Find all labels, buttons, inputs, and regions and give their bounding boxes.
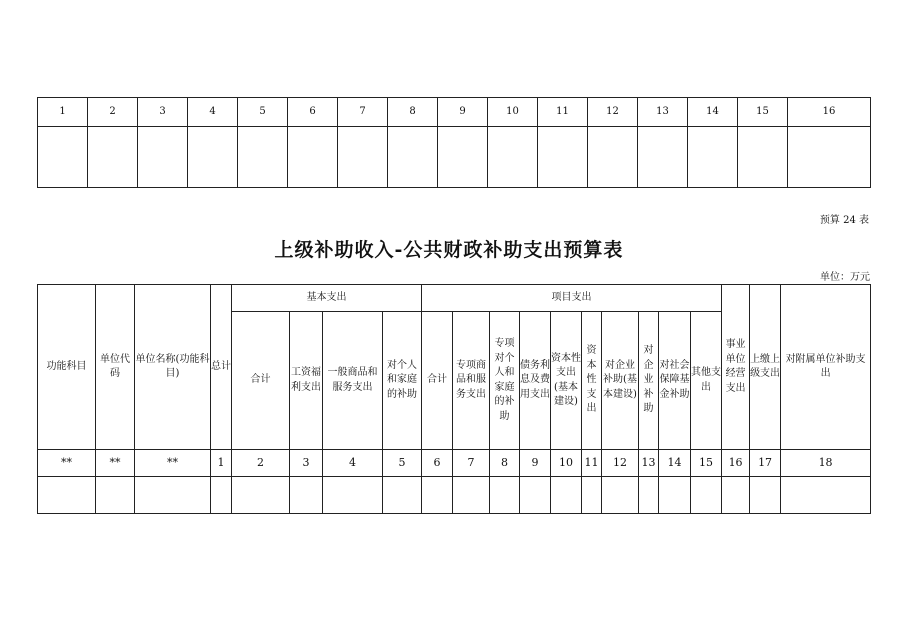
col-number: 10: [488, 98, 538, 127]
col-number: 15: [738, 98, 788, 127]
code-cell: 9: [520, 450, 551, 477]
col-number: 16: [788, 98, 871, 127]
table-cell[interactable]: [588, 127, 638, 188]
code-cell: 13: [639, 450, 659, 477]
table-cell[interactable]: [722, 477, 750, 514]
table-row: [38, 450, 871, 477]
table-cell[interactable]: [38, 127, 88, 188]
table-row: [38, 127, 871, 188]
table-cell[interactable]: [551, 477, 582, 514]
code-cell: 4: [323, 450, 383, 477]
col-number: 13: [638, 98, 688, 127]
table-cell[interactable]: [738, 127, 788, 188]
table-cell[interactable]: [781, 477, 871, 514]
group-project-expenditure: 项目支出: [422, 285, 722, 312]
code-cell: 11: [582, 450, 602, 477]
table-cell[interactable]: [750, 477, 781, 514]
table-cell[interactable]: [88, 127, 138, 188]
table-cell[interactable]: [96, 477, 135, 514]
header-personal-subsidy: 对个人和家庭的补助: [383, 312, 422, 450]
header-enterprise-build: 对企业补助(基本建设): [602, 312, 639, 450]
header-project-total: 合计: [422, 312, 453, 450]
header-salary-welfare: 工资福利支出: [290, 312, 323, 450]
col-number: 14: [688, 98, 738, 127]
table-cell[interactable]: [188, 127, 238, 188]
table-cell[interactable]: [691, 477, 722, 514]
table-cell[interactable]: [290, 477, 323, 514]
header-other: 其他支出: [691, 312, 722, 450]
header-special-personal: 专项对个人和家庭的补助: [490, 312, 520, 450]
col-number: 4: [188, 98, 238, 127]
code-cell: 3: [290, 450, 323, 477]
header-unit-name: 单位名称(功能科目): [135, 285, 211, 450]
code-cell: 14: [659, 450, 691, 477]
page-title: 上级补助收入-公共财政补助支出预算表: [274, 239, 624, 261]
table-cell[interactable]: [383, 477, 422, 514]
table-cell[interactable]: [338, 127, 388, 188]
header-capital-build: 资本性支出(基本建设): [551, 312, 582, 450]
table-row: [38, 477, 871, 514]
code-cell: 8: [490, 450, 520, 477]
table-cell[interactable]: [138, 127, 188, 188]
col-number: 5: [238, 98, 288, 127]
header-goods-services: 一般商品和服务支出: [323, 312, 383, 450]
table-cell[interactable]: [638, 127, 688, 188]
code-cell: 15: [691, 450, 722, 477]
table-cell[interactable]: [582, 477, 602, 514]
group-basic-expenditure: 基本支出: [232, 285, 422, 312]
code-cell: **: [96, 450, 135, 477]
table-cell[interactable]: [688, 127, 738, 188]
table-cell[interactable]: [135, 477, 211, 514]
table-cell[interactable]: [490, 477, 520, 514]
col-number: 6: [288, 98, 338, 127]
header-basic-total: 合计: [232, 312, 290, 450]
table-cell[interactable]: [422, 477, 453, 514]
code-cell: 5: [383, 450, 422, 477]
unit-label: 单位：万元: [820, 272, 870, 283]
col-number: 2: [88, 98, 138, 127]
code-cell: 1: [211, 450, 232, 477]
code-cell: 2: [232, 450, 290, 477]
table-cell[interactable]: [602, 477, 639, 514]
table-cell[interactable]: [520, 477, 551, 514]
table-cell[interactable]: [639, 477, 659, 514]
header-capital: 资本性支出: [582, 312, 602, 450]
header-total: 总计: [211, 285, 232, 450]
col-number: 7: [338, 98, 388, 127]
code-cell: 7: [453, 450, 490, 477]
header-operating-expenditure: 事业单位经营支出: [722, 285, 750, 450]
col-number: 1: [38, 98, 88, 127]
table-cell[interactable]: [288, 127, 338, 188]
col-number: 9: [438, 98, 488, 127]
code-cell: 6: [422, 450, 453, 477]
code-cell: 16: [722, 450, 750, 477]
budget-code: 预算 24 表: [819, 215, 869, 226]
header-func-subject: 功能科目: [38, 285, 96, 450]
header-social-security: 对社会保障基金补助: [659, 312, 691, 450]
code-cell: 12: [602, 450, 639, 477]
col-number: 12: [588, 98, 638, 127]
table-cell[interactable]: [438, 127, 488, 188]
table-cell[interactable]: [238, 127, 288, 188]
code-cell: 10: [551, 450, 582, 477]
table-cell[interactable]: [538, 127, 588, 188]
header-upper-payment: 上缴上级支出: [750, 285, 781, 450]
table-cell[interactable]: [211, 477, 232, 514]
table-row: [38, 98, 871, 127]
table-cell[interactable]: [323, 477, 383, 514]
code-cell: 17: [750, 450, 781, 477]
budget-table: [37, 284, 871, 514]
col-number: 3: [138, 98, 188, 127]
table-cell[interactable]: [453, 477, 490, 514]
header-special-goods: 专项商品和服务支出: [453, 312, 490, 450]
header-debt-interest: 债务利息及费用支出: [520, 312, 551, 450]
col-number: 11: [538, 98, 588, 127]
table-cell[interactable]: [388, 127, 438, 188]
col-number: 8: [388, 98, 438, 127]
table-cell[interactable]: [232, 477, 290, 514]
code-cell: 18: [781, 450, 871, 477]
table-cell[interactable]: [788, 127, 871, 188]
header-affiliate-subsidy: 对附属单位补助支出: [781, 285, 871, 450]
table-row: [38, 285, 871, 312]
code-cell: **: [38, 450, 96, 477]
table-cell[interactable]: [659, 477, 691, 514]
table-cell[interactable]: [488, 127, 538, 188]
code-cell: **: [135, 450, 211, 477]
table-cell[interactable]: [38, 477, 96, 514]
header-unit-code: 单位代码: [96, 285, 135, 450]
top-table: [37, 97, 871, 188]
header-enterprise-subsidy: 对企业补助: [639, 312, 659, 450]
